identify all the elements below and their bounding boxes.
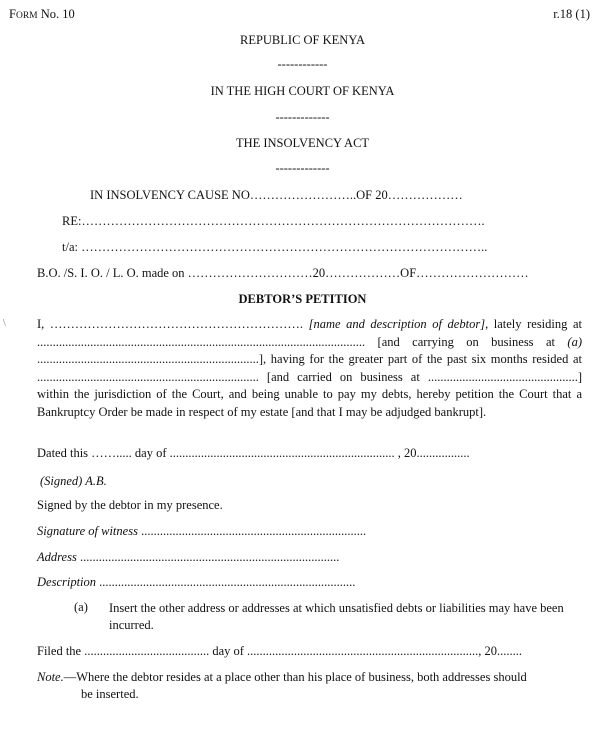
- form-number-smallcaps: ORM: [15, 11, 38, 21]
- debtor-name-field[interactable]: I, …………………………………………………….: [37, 317, 309, 331]
- form-number-rest: No. 10: [37, 7, 75, 21]
- cause-number-field[interactable]: IN INSOLVENCY CAUSE NO……………………..OF 20………………: [90, 188, 463, 202]
- order-made-field[interactable]: B.O. /S. I. O. / L. O. made on …………………………20………………OF………………………: [37, 266, 529, 280]
- witness-address-field[interactable]: [37, 550, 339, 565]
- petition-paragraph: [37, 316, 582, 422]
- address-label: Address: [37, 550, 77, 564]
- residence-field[interactable]: , lately residing at ......................................................................................................... [and carrying on business at: [37, 317, 582, 349]
- signed-by-text: Signed by the debtor in my presence.: [37, 498, 223, 512]
- description-dots[interactable]: ..................................................................................: [96, 575, 356, 589]
- note-continuation: be inserted.: [81, 687, 139, 701]
- note-line: [37, 670, 527, 685]
- petition-heading: DEBTOR’S PETITION: [238, 292, 367, 306]
- footnote-text: Insert the other address or addresses at which unsatisfied debts or liabilities may have been incurred.: [109, 601, 564, 632]
- witness-signature-field[interactable]: [37, 524, 366, 539]
- signed-ab: [40, 474, 107, 489]
- margin-mark: \: [3, 318, 6, 329]
- business-address-text[interactable]: .......................................................................], having for the greater part of the past six months resided at ....................................................................... [and carried on business at ................................................] within the jurisdiction of the Court, and being unable to pay my debts, hereby petition the Court that a Bankruptcy Order be made in respect of my estate [and that I may be adjudged bankrupt].: [37, 352, 582, 419]
- footnote-marker: (a): [74, 600, 88, 614]
- form-number-initial: F: [9, 7, 16, 21]
- court-title: IN THE HIGH COURT OF KENYA: [210, 84, 395, 98]
- republic-title: REPUBLIC OF KENYA: [239, 33, 365, 47]
- note-dash: —: [63, 670, 77, 684]
- note-text: Where the debtor resides at a place other than his place of business, both addresses should: [76, 670, 527, 684]
- act-title: THE INSOLVENCY ACT: [235, 136, 370, 150]
- rule-reference: r.18 (1): [553, 7, 590, 21]
- signed-label: (Signed) A.B.: [40, 474, 107, 488]
- re-field[interactable]: RE:…………………………………………………………………………………….: [62, 214, 485, 228]
- trading-as-field[interactable]: t/a: ……………………………………………………………………………………..: [62, 240, 488, 254]
- note-label: Note.: [37, 670, 64, 684]
- footnote-ref-a: (a): [567, 334, 582, 349]
- separator-2: -------------: [275, 110, 330, 124]
- witness-dots[interactable]: ........................................................................: [137, 524, 367, 538]
- form-number: [9, 7, 75, 22]
- description-label: Description: [37, 575, 97, 589]
- separator-3: -------------: [275, 161, 330, 175]
- dated-field[interactable]: Dated this ……..... day of ........................................................................ , 20.................: [37, 446, 470, 460]
- witness-description-field[interactable]: [37, 575, 355, 590]
- witness-label: Signature of witness: [37, 524, 138, 538]
- address-dots[interactable]: ...................................................................................: [76, 550, 340, 564]
- filed-field[interactable]: Filed the ........................................ day of .........................................................................., 20........: [37, 644, 523, 658]
- separator-1: ------------: [277, 57, 328, 71]
- debtor-name-hint: [name and description of debtor]: [308, 317, 486, 331]
